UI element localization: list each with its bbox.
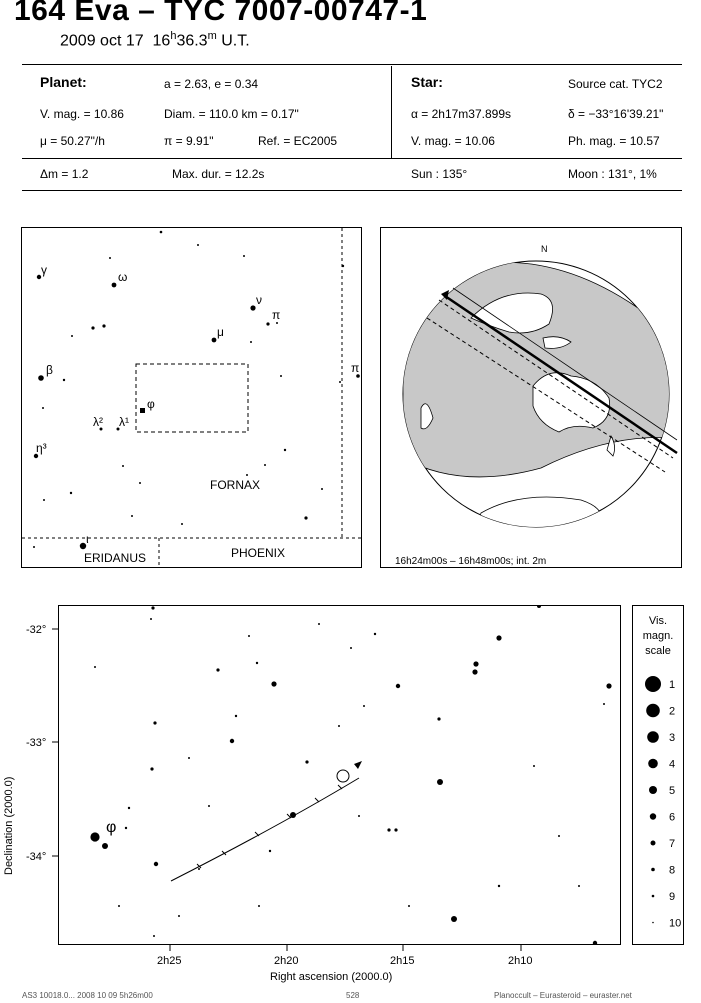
xtick-label: 2h20 [274, 955, 299, 967]
constellation-fornax: FORNAX [210, 478, 261, 492]
delta-mag: Δm = 1.2 [40, 167, 89, 181]
time-suffix: U.T. [221, 32, 250, 50]
star-mu [212, 338, 217, 343]
planet-ref: Ref. = EC2005 [258, 134, 338, 148]
info-top-rule [22, 64, 682, 65]
star-chart-axes [0, 600, 700, 990]
label-gamma: γ [41, 263, 47, 277]
planet-vmag: V. mag. = 10.86 [40, 107, 124, 121]
event-datetime [60, 30, 250, 50]
earth-globe-svg [381, 228, 681, 567]
footer-left: AS3 10018.0... 2008 10 09 5h26m00 [22, 991, 153, 1000]
mag-scale-label: 7 [669, 838, 676, 850]
ytick-label: -34° [26, 851, 47, 863]
info-divider [391, 66, 392, 158]
mag-scale-dot [650, 813, 656, 819]
planet-diam: Diam. = 110.0 km = 0.17" [164, 107, 299, 121]
max-duration: Max. dur. = 12.2s [172, 167, 265, 181]
star-alpha: α = 2h17m37.899s [411, 107, 512, 121]
mag-scale-dot [651, 841, 656, 846]
xtick-label: 2h25 [157, 955, 182, 967]
mag-scale-title-line: Vis. [648, 615, 668, 627]
label-nu: ν [256, 293, 262, 307]
magnitude-scale [632, 605, 684, 945]
mag-scale-label: 2 [669, 705, 676, 718]
label-iota: ι [86, 532, 89, 546]
planet-elements: a = 2.63, e = 0.34 [164, 77, 259, 91]
moon-info: Moon : 131°, 1% [568, 167, 657, 181]
mag-scale-dot [649, 786, 657, 794]
mag-scale-svg [633, 672, 683, 942]
mag-scale-dot [648, 759, 658, 769]
mag-scale-label: 4 [669, 758, 676, 771]
label-pi: π [272, 308, 281, 322]
finder-chart-svg [22, 228, 361, 567]
footer-right: Planoccult – Eurasteroid – euraster.net [494, 991, 632, 1000]
mag-scale-label: 6 [669, 811, 676, 824]
mag-scale-label: 8 [669, 864, 676, 877]
sun-elongation: Sun : 135° [411, 167, 468, 181]
event-minute: 36.3 [176, 32, 208, 50]
footer-mid: 528 [346, 991, 360, 1000]
star-pi [266, 322, 269, 325]
star-delta: δ = −33°16'39.21" [568, 107, 664, 121]
mag-scale-label: 3 [669, 732, 676, 744]
label-mu: μ [217, 325, 224, 339]
label-eta3: η³ [36, 441, 47, 455]
mag-scale-label: 10 [669, 917, 682, 930]
earth-globe-panel [380, 227, 682, 568]
minute-unit: m [207, 30, 217, 42]
finder-stars [33, 231, 360, 549]
star-nu [250, 305, 255, 310]
info-bottom-rule [22, 190, 682, 191]
mag-scale-dot [645, 676, 661, 692]
label-lambda2: λ² [93, 415, 103, 429]
constellation-phoenix: PHOENIX [231, 546, 286, 560]
hour-unit: h [170, 30, 177, 42]
target-star-marker [140, 408, 145, 413]
mag-scale-dot [646, 704, 660, 718]
label-pi-edge: π [351, 361, 360, 375]
label-phi: φ [147, 397, 155, 411]
mag-scale-dot [652, 895, 655, 898]
y-axis-label: Declination (2000.0) [3, 776, 15, 875]
star-omega [112, 283, 117, 288]
label-omega: ω [118, 270, 128, 284]
mag-scale-label: 9 [669, 891, 676, 903]
north-pole-label: N [541, 244, 548, 254]
planet-label: Planet: [40, 74, 87, 90]
label-lambda1: λ¹ [119, 415, 129, 429]
constellation-eridanus: ERIDANUS [84, 551, 147, 565]
star-beta [38, 375, 44, 381]
mag-scale-dot [652, 922, 654, 924]
phi-label: φ [106, 819, 117, 836]
star-source: Source cat. TYC2 [568, 77, 663, 91]
mag-scale-title-line: scale [645, 645, 671, 657]
event-date: 2009 oct 17 [60, 32, 144, 50]
mag-scale-label: 1 [669, 679, 676, 691]
star-phmag: Ph. mag. = 10.57 [568, 134, 660, 148]
globe-time-caption: 16h24m00s – 16h48m00s; int. 2m [395, 556, 547, 567]
mag-scale-dot [647, 731, 659, 743]
planet-parallax: π = 9.91" [164, 134, 214, 148]
page-title: 164 Eva – TYC 7007-00747-1 [14, 0, 428, 27]
star-vmag: V. mag. = 10.06 [411, 134, 495, 148]
finder-chart [21, 227, 362, 568]
event-hour: 16 [152, 32, 171, 50]
ytick-label: -32° [26, 624, 47, 636]
planet-mu: μ = 50.27"/h [40, 134, 105, 148]
mag-scale-dot [651, 868, 655, 872]
x-axis-label: Right ascension (2000.0) [270, 971, 393, 983]
xtick-label: 2h15 [390, 955, 415, 967]
star-label: Star: [411, 74, 443, 90]
mag-scale-label: 5 [669, 785, 676, 797]
mag-scale-title-line: magn. [642, 630, 674, 642]
label-beta: β [46, 363, 53, 377]
info-mid-rule [22, 158, 682, 159]
ytick-label: -33° [26, 737, 47, 749]
xtick-label: 2h10 [508, 955, 533, 967]
